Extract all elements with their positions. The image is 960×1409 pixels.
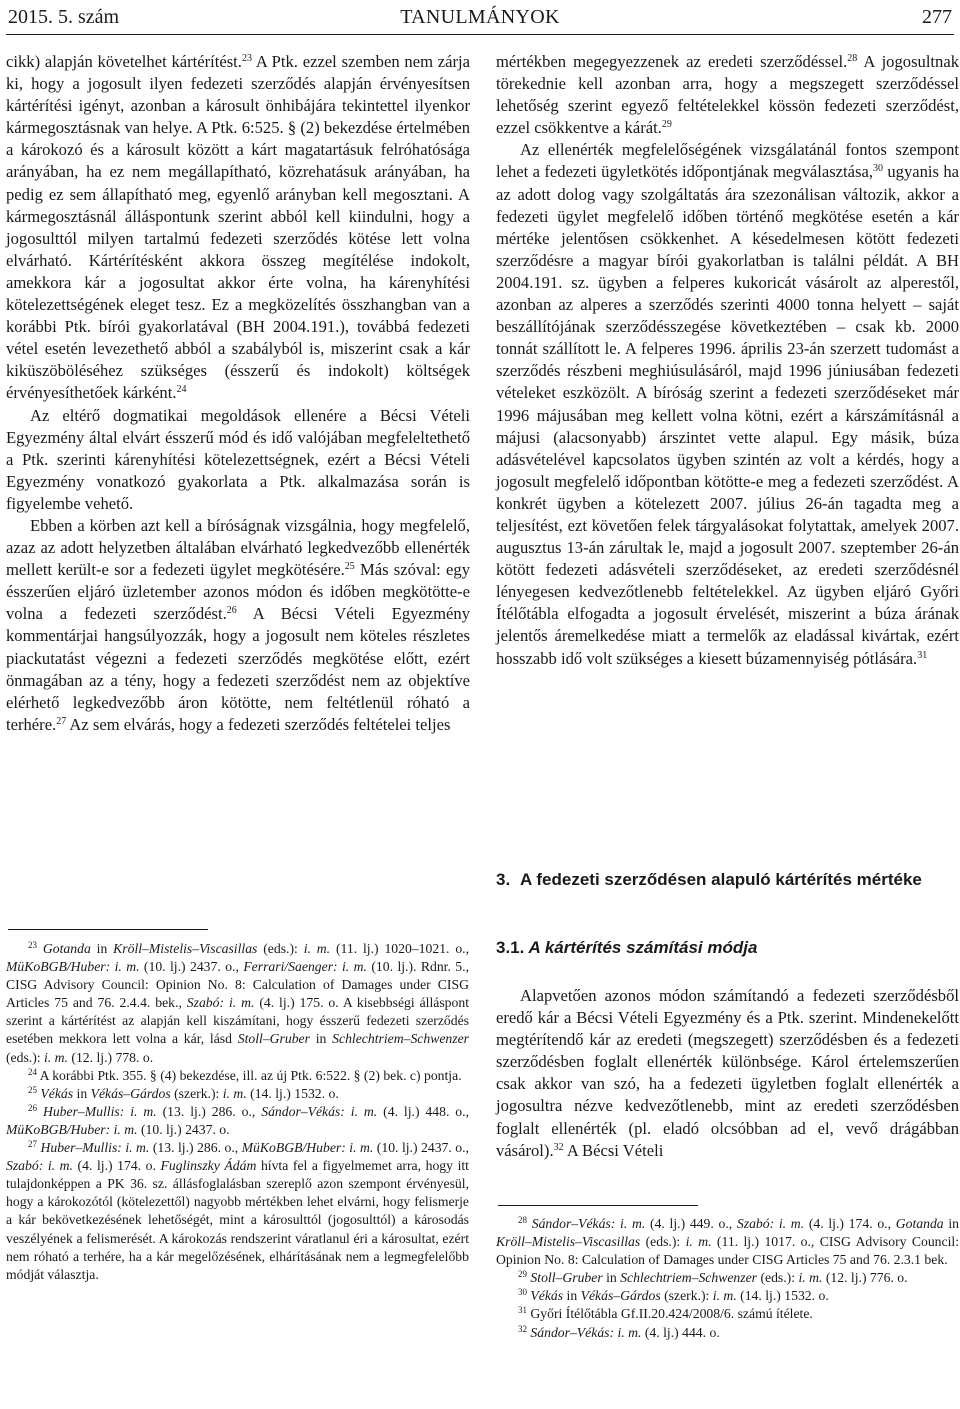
italic-text: Schlechtriem–Schwenzer <box>620 1270 758 1286</box>
section-title: TANULMÁNYOK <box>400 6 560 28</box>
issue-label: 2015. 5. szám <box>8 6 120 28</box>
italic-text: Gotanda <box>895 1216 944 1231</box>
italic-text: Vékás <box>40 1085 74 1101</box>
footnote-ref: 27 <box>28 1139 37 1150</box>
italic-text: Szabó: i. m. <box>6 1158 73 1174</box>
footnote-ref: 24 <box>28 1066 37 1077</box>
italic-text: Sándor–Vékás: i. m. <box>530 1324 642 1340</box>
footnote-29: $^{29}$ Stoll–Gruber in Schlechtriem–Schwenzer (eds.): i. m. (12. lj.) 776. o. <box>518 1269 908 1286</box>
italic-text: Stoll–Gruber <box>237 1031 310 1047</box>
left-column <box>6 51 470 736</box>
paragraph: mértékben megegyezzenek az eredeti szerződéssel.$^{28}$ A jogosultnak törekednie kell azonban arra, hogy a megszegett szerződéssel lehetőség szerint egyező feltételekkel kössön fedezeti szerződést, ezzel csökkentve a kárát.$^{29}$ <box>496 52 959 138</box>
left-footnotes <box>6 940 469 1284</box>
footnote-ref: 28 <box>847 53 858 64</box>
footnote-ref: 23 <box>241 53 252 64</box>
italic-text: Szabó: i. m. <box>736 1216 805 1231</box>
paragraph: Az eltérő dogmatikai megoldások ellenére a Bécsi Vételi Egyezmény által elvárt ésszerű mód és idő valójában megfeleltethető a Ptk. szerinti kárenyhítési kötelezettségnek, ezért a Bécsi Vételi Egyezmény vonatkozó gyakorlata a Ptk. alkalmazása során is figyelembe vehető. <box>6 405 470 513</box>
footnote-26: $^{26}$ Huber–Mullis: i. m. (13. lj.) 286. o., Sándor–Vékás: i. m. (4. lj.) 448. o., MüKoBGB/Huber: i. m. (10. lj.) 2437. o. <box>6 1102 469 1137</box>
italic-text: i. m. <box>685 1234 712 1250</box>
subsection-heading-3-1: 3.1. A kártérítés számítási módja <box>496 938 758 957</box>
italic-text: Huber–Mullis: i. m. <box>42 1103 157 1119</box>
footnote-ref: 24 <box>176 384 187 396</box>
italic-text: Vékás <box>530 1288 564 1304</box>
right-column <box>496 51 959 670</box>
italic-text: Vékás–Gárdos <box>580 1288 661 1304</box>
italic-text: Stoll–Gruber <box>530 1270 603 1286</box>
italic-text: Kröll–Mistelis–Viscasillas <box>113 941 258 956</box>
footnote-32: $^{32}$ Sándor–Vékás: i. m. (4. lj.) 444. o. <box>518 1323 720 1340</box>
italic-text: Vékás–Gárdos <box>90 1085 171 1101</box>
footnote-ref: 26 <box>28 1102 37 1113</box>
footnote-30: $^{30}$ Vékás in Vékás–Gárdos (szerk.): i. m. (14. lj.) 1532. o. <box>518 1287 829 1304</box>
footnote-31: $^{31}$ Győri Ítélőtábla Gf.II.20.424/2008/6. számú ítélete. <box>518 1305 813 1322</box>
right-footnotes <box>496 1215 959 1342</box>
paragraph: cikk) alapján követelhet kártérítést.$^{23}$ A Ptk. ezzel szemben nem zárja ki, hogy a jogosult ilyen fedezeti szerződés alapján érvényesítsen kártérítési igényt, azonban a károsult önhibájára tekintettel ilyenkor kármegosztásnak van helye. A Ptk. 6:525. § (2) bekezdése értelmében a károkozó és a károsult között a kárt magatartásuk felróhatósága arányában, ha ez nem megállapítható, közrehatásuk arányában, ha pedig ez sem állapítható meg, egyenlő arányban kell megosztani. A kármegosztásnál álláspontunk szerint abból kell kiindulni, hogy a jogosulttól milyen tartalmú fedezeti szerződés kötése lett volna elvárható. Kártérítésként akkora összeg megítélése indokolt, amekkora kár a jogosultat akkor érte volna, ha kárenyhítési kötelezettségének eleget tesz. Ez a megközelítés összhangban van a korábbi Ptk. bírói gyakorlatával (BH 2004.191.), továbbá fedezeti vétel esetén levezethető abból a szabályból is, miszerint csak a kár kiküszöböléséhez szükséges (ésszerű és indokolt) költségek érvényesíthetőek kárként.$^{24}$ <box>6 52 470 403</box>
paragraph: Ebben a körben azt kell a bíróságnak vizsgálnia, hogy megfelelő, azaz az adott helyzetben általában elvárható legkedvezőbb ellenérték mellett került-e sor a fedezeti ügylet megkötésére.$^{25}$ Más szóval: egy ésszerűen eljáró üzletember azonos módon és időben megkötötte-e volna a fedezeti szerződést.$^{26}$ A Bécsi Vételi Egyezmény kommentárjai hangsúlyozzák, hogy a jogosult nem köteles részletes piackutatást végezni a fedezeti szerződés megkötése előtt, ezért önmagában az a tény, hogy a fedezeti szerződést nem az objektíve elérhető legkedvezőbb áron kötötte, nem feltétlenül róható a terhére.$^{27}$ Az sem elvárás, hogy a fedezeti szerződés feltételei teljes <box>6 515 471 734</box>
right-column-section-3-1 <box>496 985 959 1162</box>
footnote-ref: 25 <box>344 561 355 573</box>
footnote-ref: 32 <box>553 1141 564 1153</box>
italic-text: Fuglinszky Ádám <box>160 1158 257 1174</box>
paragraph: Az ellenérték megfelelőségének vizsgálatánál fontos szempont lehet a fedezeti ügyletkötés időpontjának megválasztása,$^{30}$ ugyanis ha az adott dolog vagy szolgáltatás ára szezonálisan változik, akkor a fedezeti ügylet megfelelő időben történő megkötése esetén a kár mértéke jelentősen csökkenhet. A késedelmesen kötött fedezeti szerződésre a magyar bírói gyakorlatban is találni példát. A BH 2004.191. sz. ügyben a felperes kukoricát vásárolt az alperestől, azonban az alperes a szerződés szerinti 4000 tonna helyett – saját beszállítójának szerződésszegése következtében – csak kb. 2000 tonnát szállított le. A felperes 1996. április 23-án szerzett tudomást a szerződés részbeni meghiúsulásáról, majd 1996 júniusában fedezeti vételeket eszközölt. A bíróság szerint a fedezeti szerződéseket már 1996 májusában meg kellett volna kötni, ezért a kárszámításnál a májusi (alacsonyabb) árszintet vette alapul. Egy másik, búza adásvételével kapcsolatos ügyben szintén az volt a kérdés, hogy a jogosult megfelelő időpontban kötötte-e meg a fedezeti szerződést. A konkrét ügyben a kötelezett 2007. július 26-án tagadta meg a teljesítést, ezt követően felek tárgyalásokat folytattak, amelyek 2007. augusztus 13-án zárultak le, majd a jogosult 2007. szeptember 26-án kötött fedezeti adásvételi szerződéseket, az eredeti szerződésnél lényegesen kedvezőtlenebb feltételekkel. Az ügyben eljáró Győri Ítélőtábla elfogadta a jogosult érvelését, miszerint a búza árának jelentős áremelkedése miatt a termelők az eladással kivártak, ezért hosszabb idő volt szükséges a kiesett búzamennyiség pótlására.$^{31}$ <box>496 140 959 668</box>
italic-text: Gotanda <box>42 941 91 956</box>
section-heading-3: 3. A fedezeti szerződésen alapuló kártérítés mértéke <box>496 870 922 889</box>
footnote-ref: 31 <box>917 649 928 661</box>
italic-text: Szabó: i. m. <box>186 995 255 1011</box>
footnote-ref: 30 <box>873 163 883 175</box>
footnote-25: $^{25}$ Vékás in Vékás–Gárdos (szerk.): i. m. (14. lj.) 1532. o. <box>28 1084 339 1101</box>
italic-text: Huber–Mullis: i. m. <box>40 1140 150 1156</box>
footnote-ref: 32 <box>518 1323 527 1334</box>
footnote-rule <box>498 1205 698 1206</box>
page-number: 277 <box>922 6 952 28</box>
italic-text: Ferrari/Saenger: i. m. <box>243 959 367 975</box>
footnote-ref: 31 <box>518 1305 527 1316</box>
footnote-ref: 29 <box>518 1269 527 1280</box>
footnote-ref: 27 <box>56 715 67 727</box>
footnote-23: $^{23}$ Gotanda in Kröll–Mistelis–Viscasillas (eds.): i. m. (11. lj.) 1020–1021. o., MüKoBGB/Huber: i. m. (10. lj.) 2437. o., Ferrari/Saenger: i. m. (10. lj.). Rdnr. 5., CISG Advisory Council: Opinion No. 8: Calculation of Damages under CISG Articles 75 and 76. 2.4.4. bek., Szabó: i. m. (4. lj.) 175. o. A kisebbségi álláspont szerint a kártérítést az alapján kell kiszámítani, hogy ésszerű fedezeti szerződés esetében mekkora lett volna a kár, lásd Stoll–Gruber in Schlechtriem–Schwenzer (eds.): i. m. (12. lj.) 778. o. <box>6 940 470 1065</box>
footnote-24: $^{24}$ A korábbi Ptk. 355. § (4) bekezdése, ill. az új Ptk. 6:522. § (2) bek. c) pontja. <box>28 1066 462 1083</box>
footnote-28: $^{28}$ Sándor–Vékás: i. m. (4. lj.) 449. o., Szabó: i. m. (4. lj.) 174. o., Gotanda in Kröll–Mistelis–Viscasillas (eds.): i. m. (11. lj.) 1017. o., CISG Advisory Council: Opinion No. 8: Calculation of Damages under CISG Articles 75 and 76. 2.3.1 bek. <box>496 1215 960 1268</box>
italic-text: i. m. <box>712 1288 737 1304</box>
italic-text: Kröll–Mistelis–Viscasillas <box>496 1234 641 1250</box>
footnote-ref: 28 <box>518 1215 527 1225</box>
italic-text: MüKoBGB/Huber: i. m. <box>6 1121 138 1137</box>
footnote-27: $^{27}$ Huber–Mullis: i. m. (13. lj.) 286. o., MüKoBGB/Huber: i. m. (10. lj.) 2437. o., Szabó: i. m. (4. lj.) 174. o. Fuglinszky Ádám hívta fel a figyelmemet arra, hogy itt tulajdonképpen a PK 36. sz. állásfoglalásban szereplő azon szempont érvényesül, hogy a károkozótól (kötelezettől) nagyobb mértékben lehet elvárni, hogy felismerje a kár bekövetkezésének lehetőségét, mint a károsulttól (jogosulttól) a károsodás veszélyének a felismerését. A károkozás rendszerint váratlanul éri a károsultat, ezért nem róható a terhére, ha a kár megelőzésének, elhárításának nem a legmegfelelőbb módját választja. <box>6 1139 469 1282</box>
footnote-ref: 23 <box>28 940 37 950</box>
running-header <box>8 4 952 30</box>
italic-text: MüKoBGB/Huber: i. m. <box>241 1140 374 1156</box>
italic-text: i. m. <box>222 1085 247 1101</box>
footnote-ref: 30 <box>518 1287 527 1298</box>
italic-text: i. m. <box>798 1270 823 1286</box>
footnote-ref: 29 <box>661 119 672 131</box>
footnote-ref: 26 <box>226 605 237 617</box>
italic-text: i. m. <box>303 941 331 956</box>
italic-text: Schlechtriem–Schwenzer <box>332 1031 469 1047</box>
footnote-rule <box>8 929 208 930</box>
paragraph: Alapvetően azonos módon számítandó a fedezeti szerződésből eredő kár a Bécsi Vételi Egyezmény és a Ptk. szerint. Mindenekelőtt megtérítendő kár az eredeti (megszegett) szerződésben és a fedezeti szerződésben foglalt ellenérték különbsége. Károl értelemszerűen csak akkor van szó, ha a fedezeti ügyletben foglalt ellenérték a jogosultra nézve kedvezőtlenebb, mint az eredeti szerződésben foglalt ellenérték (pl. eladó olcsóbban ad el, vevő drágábban vásárol).$^{32}$ A Bécsi Vételi <box>496 986 959 1160</box>
italic-text: MüKoBGB/Huber: i. m. <box>6 959 140 975</box>
italic-text: Sándor–Vékás: i. m. <box>531 1216 646 1231</box>
italic-text: i. m. <box>44 1049 68 1065</box>
italic-text: Sándor–Vékás: i. m. <box>261 1103 378 1119</box>
footnote-ref: 25 <box>28 1084 37 1095</box>
header-rule <box>6 34 954 35</box>
